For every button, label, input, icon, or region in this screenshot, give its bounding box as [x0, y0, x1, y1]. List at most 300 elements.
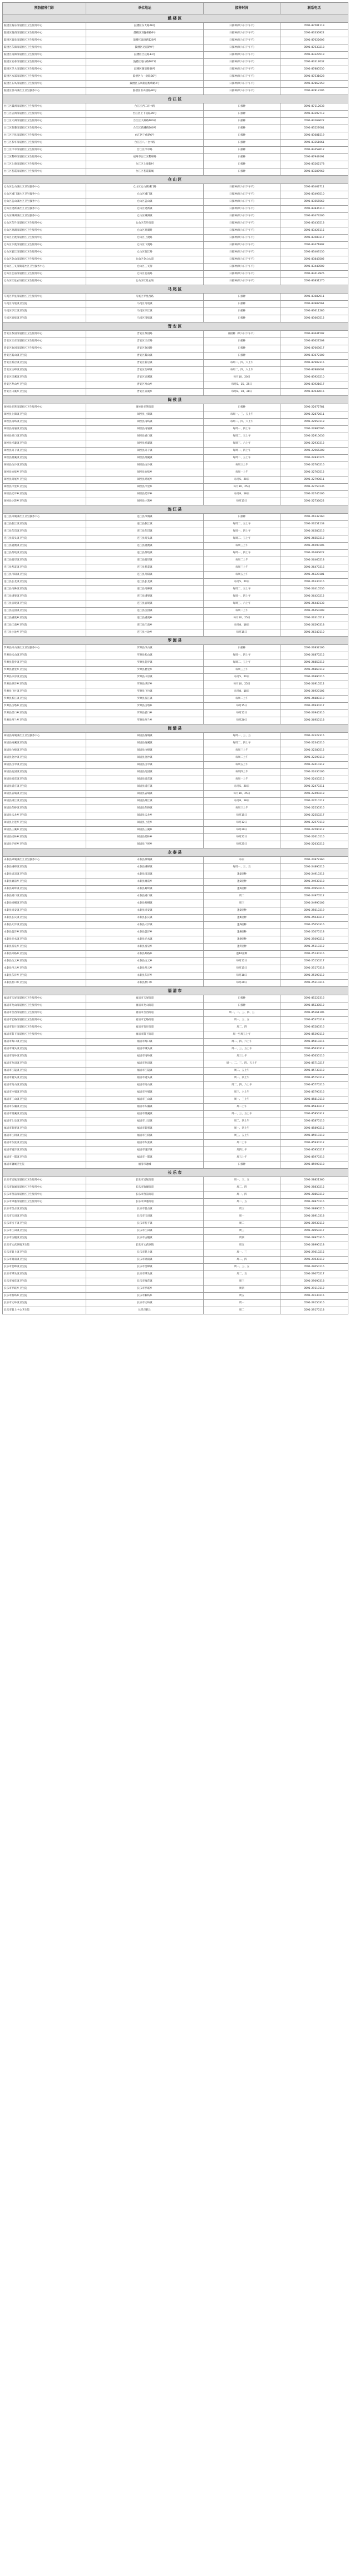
district-row	[3, 987, 348, 995]
contact-phone: 0591-85930112	[280, 1140, 348, 1147]
clinic-name: 罗源县起步镇卫生院	[3, 659, 86, 667]
vaccination-time: 周一、三、五	[204, 1017, 280, 1024]
vaccination-time: 日接种(周六日下午不)	[204, 256, 280, 264]
table-row	[3, 206, 348, 213]
table-row	[3, 1010, 348, 1017]
clinic-address: 仓山区盖山镇	[86, 198, 204, 206]
contact-phone: 0591-25070118	[280, 929, 348, 936]
vaccination-time: 每周一、四上午	[204, 448, 280, 455]
contact-phone: 0591-87812205	[280, 88, 348, 95]
contact-phone: 0591-28950217	[280, 1228, 348, 1235]
contact-phone: 0591-26330216	[280, 579, 348, 586]
table-row	[3, 1111, 348, 1118]
clinic-address: 福清市龙山街道	[86, 1002, 204, 1010]
contact-phone: 0591-26930217	[280, 703, 348, 710]
clinic-name: 连江县苔菉镇卫生院	[3, 564, 86, 572]
clinic-table	[2, 2, 348, 1314]
contact-phone: 0591-26410536	[280, 586, 348, 593]
contact-phone: 0591-26850312	[280, 659, 348, 667]
vaccination-time: 每周二上午	[204, 557, 280, 564]
clinic-address: 鼓楼区东大路28号	[86, 23, 204, 30]
clinic-name: 永泰县洑口乡卫生院	[3, 980, 86, 987]
contact-phone: 0591-87862150	[280, 81, 348, 88]
clinic-address: 闽清县白中镇	[86, 762, 204, 769]
clinic-address: 闽侯县鸿尾乡	[86, 477, 204, 484]
table-row	[3, 521, 348, 528]
clinic-name: 罗源县白塔乡卫生院	[3, 703, 86, 710]
clinic-address: 晋安区新店镇	[86, 360, 204, 367]
table-row	[3, 733, 348, 740]
clinic-address: 福清市玉屏街道	[86, 995, 204, 1002]
clinic-address: 福清市东张镇	[86, 1140, 204, 1147]
contact-phone: 0591-83292713	[280, 111, 348, 118]
contact-phone: 0591-25110312	[280, 944, 348, 951]
table-row	[3, 543, 348, 550]
clinic-name: 仓山区金山街道社区卫生服务中心	[3, 256, 86, 264]
table-row	[3, 455, 348, 462]
vaccination-time: 每周五上午	[204, 762, 280, 769]
clinic-name: 连江县长龙镇卫生院	[3, 579, 86, 586]
clinic-name: 鼓楼区安泰街道社区卫生服务中心	[3, 59, 86, 66]
clinic-name: 长乐市鹤上镇卫生院	[3, 1249, 86, 1257]
clinic-address: 永泰县樟城镇	[86, 857, 204, 864]
district-row	[3, 505, 348, 514]
clinic-name: 永泰县葛岭镇卫生院	[3, 886, 86, 893]
contact-phone: 0591-22780216	[280, 462, 348, 469]
vaccination-time: 每周三上午	[204, 667, 280, 674]
clinic-address: 长乐市猴屿乡	[86, 1293, 204, 1300]
table-row	[3, 965, 348, 972]
vaccination-time: 日接种(周六日下午不)	[204, 271, 280, 278]
vaccination-time: 每月15日	[204, 965, 280, 972]
table-row	[3, 1278, 348, 1285]
table-row	[3, 469, 348, 477]
clinic-name: 闽清县金沙镇卫生院	[3, 755, 86, 762]
clinic-name: 福清市南岭镇卫生院	[3, 1053, 86, 1060]
vaccination-time: 日接种(周六日下午不)	[204, 37, 280, 44]
clinic-name: 永泰县塘前乡卫生院	[3, 878, 86, 886]
contact-phone: 0591-83329519	[280, 52, 348, 59]
clinic-address: 永泰县岭路乡	[86, 951, 204, 958]
clinic-name: 闽清县桔林乡卫生院	[3, 834, 86, 841]
table-row	[3, 81, 348, 88]
clinic-address: 长乐市玉田镇	[86, 1213, 204, 1220]
contact-phone: 0591-22745106	[280, 491, 348, 498]
clinic-address: 闽侯县祥谦镇	[86, 440, 204, 448]
vaccination-time: 每日	[204, 857, 280, 864]
clinic-name: 闽侯县荆溪镇卫生院	[3, 455, 86, 462]
table-row	[3, 242, 348, 249]
contact-phone: 0591-29070217	[280, 1271, 348, 1278]
contact-phone: 0591-26380216	[280, 528, 348, 535]
vaccination-time: 周三	[204, 1278, 280, 1285]
clinic-address: 福清市阳下街道	[86, 1031, 204, 1039]
vaccination-time: 每月22日	[204, 834, 280, 841]
table-row	[3, 667, 348, 674]
clinic-name: 福清市融城卫生院	[3, 1162, 86, 1169]
table-row	[3, 1096, 348, 1104]
clinic-name: 仓山区对湖街道社区卫生服务中心	[3, 227, 86, 235]
clinic-name: 永泰县赤水镇卫生院	[3, 936, 86, 944]
contact-phone: 0591-28930112	[280, 1220, 348, 1228]
contact-phone: 0591-85830217	[280, 1104, 348, 1111]
clinic-name: 台江区鳌峰街道社区卫生服务中心	[3, 154, 86, 161]
table-row	[3, 59, 348, 66]
clinic-name: 永泰县岭路乡卫生院	[3, 951, 86, 958]
table-row	[3, 294, 348, 301]
table-row	[3, 1133, 348, 1140]
vaccination-time: 日接种(周六日下午不)	[204, 220, 280, 227]
clinic-name: 永泰县白云乡卫生院	[3, 958, 86, 965]
clinic-address: 鼓楼区湖前路58号	[86, 66, 204, 73]
table-row	[3, 922, 348, 929]
table-row	[3, 652, 348, 659]
clinic-address: 永泰县梧桐镇	[86, 900, 204, 907]
contact-phone: 0591-87622606	[280, 37, 348, 44]
contact-phone: 0591-83982561	[280, 301, 348, 308]
vaccination-time: 周四上午	[204, 1147, 280, 1154]
clinic-address: 长乐市文岭镇	[86, 1300, 204, 1307]
clinic-name: 长乐市金峰镇卫生院	[3, 1264, 86, 1271]
table-row	[3, 1031, 348, 1039]
table-row	[3, 367, 348, 374]
vaccination-time: 周一	[204, 1300, 280, 1307]
clinic-name: 鼓楼区华大街道社区卫生服务中心	[3, 66, 86, 73]
clinic-address: 仓山区螺洲镇	[86, 213, 204, 220]
clinic-name: 长乐市梅花镇卫生院	[3, 1278, 86, 1285]
vaccination-time: 周一、三	[204, 1249, 280, 1257]
table-row	[3, 374, 348, 381]
clinic-name: 仓山区红星农场社区卫生服务中心	[3, 278, 86, 285]
clinic-name: 鼓楼区五凤街道社区卫生服务中心	[3, 81, 86, 88]
clinic-address: 台江区八一七中路	[86, 140, 204, 147]
contact-phone: 0591-22450215	[280, 776, 348, 783]
vaccination-time: 日接种(周六日下午不)	[204, 59, 280, 66]
table-row	[3, 191, 348, 198]
clinic-name: 台江区茶亭街道社区卫生服务中心	[3, 140, 86, 147]
clinic-address: 鼓楼区五凤街道梅峰路2号	[86, 81, 204, 88]
clinic-name: 长乐市首占镇卫生院	[3, 1206, 86, 1213]
clinic-address: 闽清县白樟镇	[86, 747, 204, 755]
district-name: 马尾区	[3, 285, 348, 294]
table-row	[3, 308, 348, 315]
contact-phone: 0591-26450209	[280, 608, 348, 615]
vaccination-time: 周一	[204, 1213, 280, 1220]
clinic-name: 福清市上迳镇卫生院	[3, 1118, 86, 1125]
clinic-name: 长乐市湖南镇卫生院	[3, 1257, 86, 1264]
contact-phone: 0591-22550217	[280, 812, 348, 820]
clinic-address: 鼓楼区吉庇路33号	[86, 52, 204, 59]
vaccination-time: 日接种	[204, 294, 280, 301]
contact-phone: 0591-83672102	[280, 353, 348, 360]
table-row	[3, 1082, 348, 1089]
contact-phone: 0591-83641502	[280, 331, 348, 338]
contact-phone: 0591-85970316	[280, 1154, 348, 1162]
contact-phone: 0591-22872011	[280, 411, 348, 419]
clinic-name: 闽侯县洋里乡卫生院	[3, 484, 86, 491]
contact-phone: 0591-85630312	[280, 1046, 348, 1053]
clinic-name: 仓山区下渡街道社区卫生服务中心	[3, 242, 86, 249]
clinic-address: 永泰县富泉乡	[86, 944, 204, 951]
contact-phone: 0591-26310512	[280, 615, 348, 622]
contact-phone: 0591-25150217	[280, 958, 348, 965]
contact-phone: 0591-83287962	[280, 168, 348, 176]
clinic-name: 长乐市鹤上中心卫生院	[3, 1307, 86, 1314]
vaccination-time: 日接种	[204, 338, 280, 345]
table-row	[3, 52, 348, 59]
vaccination-time: 每月20日	[204, 980, 280, 987]
table-row	[3, 834, 348, 841]
vaccination-time: 每周一、四上午	[204, 593, 280, 600]
clinic-address: 长乐市罗联乡	[86, 1285, 204, 1293]
contact-phone: 0591-22590312	[280, 827, 348, 834]
clinic-address: 福清市江阴镇	[86, 1133, 204, 1140]
district-row	[3, 396, 348, 404]
table-row	[3, 608, 348, 615]
clinic-name: 鼓楼区洪山镇社区卫生服务中心	[3, 88, 86, 95]
vaccination-time: 每月15日	[204, 703, 280, 710]
clinic-address: 马尾区亭江镇	[86, 308, 204, 315]
clinic-address: 闽侯县南屿镇	[86, 419, 204, 426]
vaccination-time: 日接种(周六日下午不)	[204, 198, 280, 206]
clinic-address: 长乐市潭头镇	[86, 1271, 204, 1278]
table-row	[3, 740, 348, 747]
district-row	[3, 322, 348, 331]
district-name: 闽清县	[3, 724, 348, 733]
vaccination-time: 每周二、四、六上午	[204, 360, 280, 367]
clinic-address: 连江县琯头镇	[86, 535, 204, 543]
clinic-address: 闽侯县南通镇	[86, 426, 204, 433]
clinic-address: 福清市上迳镇	[86, 1118, 204, 1125]
vaccination-time: 每月8、18日	[204, 688, 280, 696]
clinic-name: 鼓楼区鼓西街道社区卫生服务中心	[3, 30, 86, 37]
contact-phone: 0591-22470311	[280, 783, 348, 791]
clinic-address: 永泰县清凉镇	[86, 871, 204, 878]
vaccination-time: 日接种(周六日下午不)	[204, 278, 280, 285]
clinic-name: 长乐市江田镇卫生院	[3, 1228, 86, 1235]
clinic-address: 马尾区罗星西路	[86, 294, 204, 301]
clinic-address: 罗源县起步镇	[86, 659, 204, 667]
clinic-address: 晋安区茶园路	[86, 331, 204, 338]
table-row	[3, 1046, 348, 1053]
clinic-name: 福清市江镜镇卫生院	[3, 1068, 86, 1075]
clinic-name: 仓山区东升街道社区卫生服务中心	[3, 220, 86, 227]
contact-phone: 0591-22750136	[280, 484, 348, 491]
table-row	[3, 1293, 348, 1300]
clinic-address: 鼓楼区道山路107号	[86, 59, 204, 66]
clinic-name: 罗源县凤山镇社区卫生服务中心	[3, 645, 86, 652]
clinic-address: 福州市台江区鳌峰路	[86, 154, 204, 161]
clinic-address: 仓山区下渡路	[86, 242, 204, 249]
district-name: 连江县	[3, 505, 348, 514]
table-row	[3, 389, 348, 396]
table-row	[3, 213, 348, 220]
clinic-address: 福清市沙埔镇	[86, 1089, 204, 1096]
contact-phone: 0591-26290318	[280, 622, 348, 629]
clinic-address: 台江区上海新村	[86, 161, 204, 168]
clinic-address: 长乐市首占镇	[86, 1206, 204, 1213]
clinic-name: 连江县筱埕镇卫生院	[3, 557, 86, 564]
clinic-address: 罗源县西兰乡	[86, 717, 204, 724]
clinic-name: 福清市石竹街道社区卫生服务中心	[3, 1024, 86, 1031]
district-row	[3, 1169, 348, 1177]
contact-phone: 0591-85950217	[280, 1147, 348, 1154]
clinic-address: 永泰县洑口乡	[86, 980, 204, 987]
contact-phone: 0591-26940316	[280, 710, 348, 717]
vaccination-time: 每周二、五上午	[204, 433, 280, 440]
clinic-address: 福清市新厝镇	[86, 1125, 204, 1133]
vaccination-time: 每周一、三、五上午	[204, 411, 280, 419]
vaccination-time: 日接种	[204, 147, 280, 154]
district-name: 长乐市	[3, 1169, 348, 1177]
contact-phone: 0591-83555562	[280, 198, 348, 206]
table-row	[3, 1162, 348, 1169]
clinic-name: 福清市港头镇卫生院	[3, 1075, 86, 1082]
vaccination-time: 日接种(周六日下午不)	[204, 249, 280, 256]
table-row	[3, 184, 348, 191]
clinic-name: 福清市阳下街道社区卫生服务中心	[3, 1031, 86, 1039]
clinic-name: 闽侯县鸿尾乡卫生院	[3, 477, 86, 484]
vaccination-time: 日接种	[204, 118, 280, 125]
clinic-name: 长乐市吴航街道社区卫生服务中心	[3, 1177, 86, 1184]
clinic-address: 永泰县同安镇	[86, 907, 204, 915]
clinic-name: 闽侯县廷坪乡卫生院	[3, 491, 86, 498]
vaccination-time: 周一至周五上午	[204, 1031, 280, 1039]
clinic-address: 台江区西二环中路	[86, 103, 204, 111]
district-row	[3, 724, 348, 733]
table-row	[3, 1053, 348, 1060]
header-clinic: 预防接种门诊	[3, 3, 86, 14]
clinic-address: 仓山区金山大道	[86, 256, 204, 264]
contact-phone: 0591-85390112	[280, 1031, 348, 1039]
contact-phone: 0591-22490218	[280, 791, 348, 798]
table-row	[3, 791, 348, 798]
table-row	[3, 118, 348, 125]
table-row	[3, 776, 348, 783]
contact-phone: 0591-29130215	[280, 1293, 348, 1300]
district-row	[3, 14, 348, 23]
clinic-name: 福清市音西街道社区卫生服务中心	[3, 1010, 86, 1017]
vaccination-time: 日接种	[204, 132, 280, 140]
vaccination-time: 周一、四上午	[204, 1125, 280, 1133]
clinic-address: 长乐市鹤上镇	[86, 1249, 204, 1257]
clinic-name: 福清市渔溪镇卫生院	[3, 1111, 86, 1118]
contact-phone: 0591-24930118	[280, 878, 348, 886]
table-row	[3, 1235, 348, 1242]
clinic-name: 福清市一都镇卫生院	[3, 1154, 86, 1162]
table-row	[3, 798, 348, 805]
clinic-name: 马尾区罗星街道社区卫生服务中心	[3, 294, 86, 301]
vaccination-time: 每月15日	[204, 629, 280, 637]
clinic-address: 闽清县桔林乡	[86, 834, 204, 841]
clinic-name: 马尾区亭江镇卫生院	[3, 308, 86, 315]
vaccination-time: 每月8、18日	[204, 491, 280, 498]
vaccination-time: 日接种(周六日下午不)	[204, 242, 280, 249]
table-row	[3, 1154, 348, 1162]
clinic-address: 闽清县坂东镇	[86, 776, 204, 783]
contact-phone: 0591-22610116	[280, 834, 348, 841]
contact-phone: 0591-83611286	[280, 308, 348, 315]
vaccination-time: 每周三上午	[204, 564, 280, 572]
contact-phone: 0591-22630215	[280, 841, 348, 848]
clinic-name: 鼓楼区水部街道社区卫生服务中心	[3, 73, 86, 81]
contact-phone: 0591-29010215	[280, 1249, 348, 1257]
vaccination-time: 每周二、四、六上午	[204, 367, 280, 374]
contact-phone: 0591-25030217	[280, 915, 348, 922]
clinic-address: 台江区苍霞新城	[86, 168, 204, 176]
contact-phone: 0591-85890215	[280, 1125, 348, 1133]
clinic-name: 闽清县塔庄镇卫生院	[3, 783, 86, 791]
clinic-address: 连江县官坂镇	[86, 600, 204, 608]
contact-phone: 0591-24872360	[280, 857, 348, 864]
table-row	[3, 900, 348, 907]
contact-phone: 0591-83473206	[280, 213, 348, 220]
contact-phone: 0591-28990118	[280, 1242, 348, 1249]
contact-phone: 0591-22390118	[280, 755, 348, 762]
clinic-address: 连江县透堡镇	[86, 593, 204, 600]
clinic-name: 福清市镜洋镇卫生院	[3, 1147, 86, 1154]
clinic-name: 晋安区茶园街道社区卫生服务中心	[3, 331, 86, 338]
vaccination-time: 每周二、五上午	[204, 521, 280, 528]
clinic-address: 永泰县白云乡	[86, 958, 204, 965]
clinic-address: 永泰县长庆镇	[86, 915, 204, 922]
clinic-name: 长乐市猴屿乡卫生院	[3, 1293, 86, 1300]
clinic-name: 闽清县白中镇卫生院	[3, 762, 86, 769]
vaccination-time: 每月8、18日	[204, 798, 280, 805]
contact-phone: 0591-29150316	[280, 1300, 348, 1307]
clinic-name: 仓山区仓山镇社区卫生服务中心	[3, 184, 86, 191]
clinic-name: 仓山区三叉街街道社区卫生服务中心	[3, 264, 86, 271]
clinic-name: 闽清县池园镇卫生院	[3, 769, 86, 776]
vaccination-time: 周五上午	[204, 1154, 280, 1162]
vaccination-time: 每月8、18日	[204, 622, 280, 629]
vaccination-time: 周二	[204, 1307, 280, 1314]
contact-phone: 0591-83836110	[280, 206, 348, 213]
table-row	[3, 1140, 348, 1147]
clinic-address: 罗源县凤山镇	[86, 645, 204, 652]
clinic-name: 连江县江南乡卫生院	[3, 622, 86, 629]
clinic-name: 晋安区宦溪镇卫生院	[3, 374, 86, 381]
table-row	[3, 681, 348, 688]
clinic-name: 闽侯县白沙镇卫生院	[3, 462, 86, 469]
vaccination-time: 周三上午	[204, 1053, 280, 1060]
table-row	[3, 951, 348, 958]
table-row	[3, 154, 348, 161]
clinic-address: 长乐市松下镇	[86, 1220, 204, 1228]
contact-phone: 0591-87663017	[280, 345, 348, 353]
vaccination-time: 周四	[204, 1235, 280, 1242]
contact-phone: 0591-25210215	[280, 980, 348, 987]
clinic-address: 长乐市古槐镇	[86, 1235, 204, 1242]
vaccination-time: 周二、四上午	[204, 1118, 280, 1125]
contact-phone: 0591-28821360	[280, 1177, 348, 1184]
clinic-address: 闽清县云龙乡	[86, 812, 204, 820]
clinic-address: 闽清县下祝乡	[86, 841, 204, 848]
clinic-name: 晋安区岳峰镇卫生院	[3, 367, 86, 374]
contact-phone: 0591-87880530	[280, 66, 348, 73]
vaccination-time: 周二、四	[204, 1184, 280, 1192]
clinic-address: 长乐市鹤上	[86, 1307, 204, 1314]
vaccination-time: 日接种(周六日下午不)	[204, 206, 280, 213]
clinic-address: 闽清县上莲乡	[86, 820, 204, 827]
vaccination-time: 每周四上午	[204, 769, 280, 776]
vaccination-time: 日接种	[204, 308, 280, 315]
contact-phone: 0591-29110112	[280, 1285, 348, 1293]
vaccination-time: 日接种	[204, 301, 280, 308]
table-row	[3, 419, 348, 426]
contact-phone: 0591-28970316	[280, 1235, 348, 1242]
vaccination-time: 每周三、六上午	[204, 440, 280, 448]
